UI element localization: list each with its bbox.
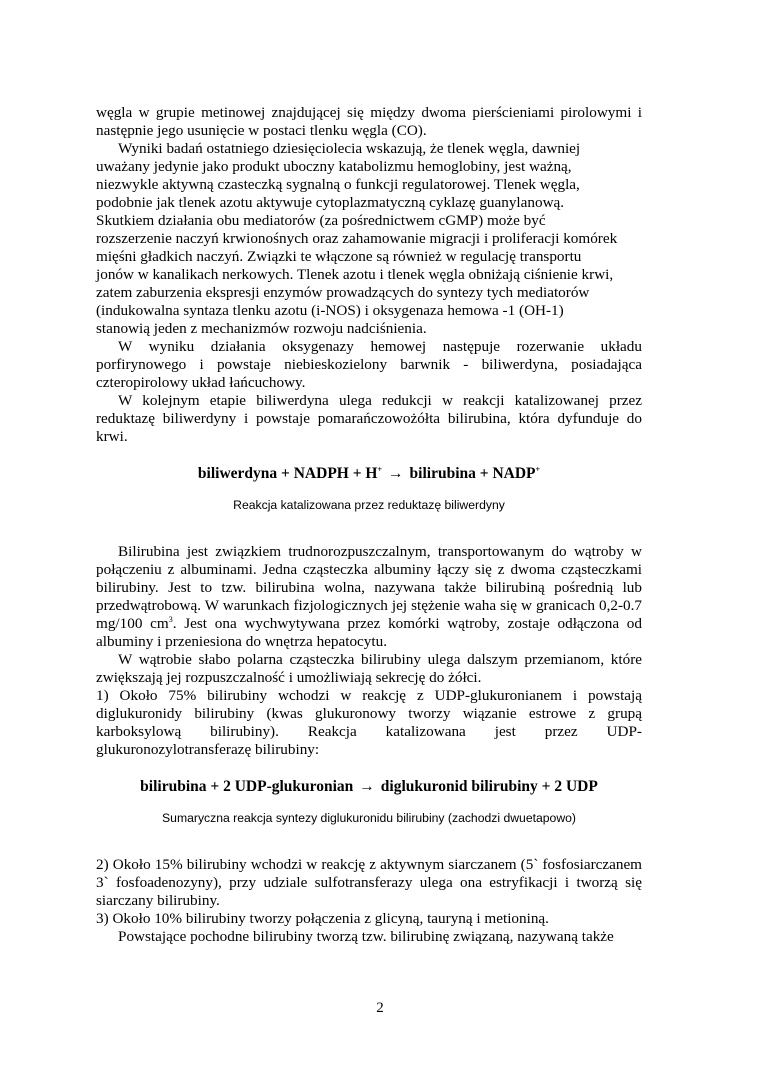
superscript-3: 3 (168, 614, 173, 624)
text-line: Skutkiem działania obu mediatorów (za pośrednictwem cGMP) może być (96, 212, 546, 229)
paragraph-text: Bilirubina jest związkiem trudnorozpuszczalnym, transportowanym do wątroby w połączeniu z albuminami. Jedna cząsteczka albuminy łączy się z dwoma cząsteczkami bilirubiny. Jest to tzw. bilirubina wolna, nazywana także bilirubiną pośrednią lub przedwątrobową. W warunkach fizjologicznych jej stężenie waha się w granicach 0,2-0.7 mg/100 cm (96, 543, 642, 632)
paragraph-biliverdin-reduction: W kolejnym etapie biliwerdyna ulega redukcji w reakcji katalizowanej przez reduktazę biliwerdyny i powstaje pomarańczowożółta bilirubina, która dyfunduje do krwi. (96, 392, 642, 445)
text-line: zatem zaburzenia ekspresji enzymów prowadzących do syntezy tych mediatorów (96, 284, 590, 301)
paragraph-liver-metabolism: W wątrobie słabo polarna cząsteczka bilirubiny ulega dalszym przemianom, które zwiększają jej rozpuszczalność i umożliwiają sekrecję do żółci. (96, 651, 642, 686)
list-item-2: 2) Około 15% bilirubiny wchodzi w reakcję z aktywnym siarczanem (5` fosfosiarczanem 3` fosfoadenozyny), przy udziale sulfotransferazy ulega ona estryfikacji i tworzą się siarczany bilirubiny. (96, 856, 642, 909)
reaction-arrow-icon: → (359, 778, 375, 795)
caption-reaction-2: Sumaryczna reakcja syntezy diglukuronidu bilirubiny (zachodzi dwuetapowo) (162, 811, 576, 825)
text-line: (indukowalna syntaza tlenku azotu (i-NOS) i oksygenaza hemowa -1 (OH-1) (96, 302, 564, 319)
equation-left-sup: + (377, 464, 383, 474)
paragraph-conjugated-bilirubin: Powstające pochodne bilirubiny tworzą tzw. bilirubinę związaną, nazywaną także (118, 928, 614, 945)
equation-glucuronidation (96, 777, 642, 797)
text-line: stanowią jeden z mechanizmów rozwoju nadciśnienia. (96, 320, 427, 337)
page-number: 2 (376, 1000, 384, 1016)
list-item-1: 1) Około 75% bilirubiny wchodzi w reakcję z UDP-glukuronianem i powstają diglukuronidy bilirubiny (kwas glukuronowy tworzy wiązanie estrowe z grupą karboksylową bilirubiny). Reakcja katalizowana jest przez UDP-glukuronozylotransferazę bilirubiny: (96, 687, 642, 758)
equation-left: bilirubina + 2 UDP-glukuronian (140, 778, 354, 795)
list-item-3: 3) Około 10% bilirubiny tworzy połączenia z glicyną, tauryną i metioniną. (96, 910, 549, 927)
equation-biliverdin-reduction (96, 464, 642, 484)
text-line: uważany jedynie jako produkt uboczny katabolizmu hemoglobiny, jest ważną, (96, 158, 572, 175)
paragraph-bilirubin-transport (96, 543, 642, 651)
document-page (96, 104, 642, 946)
equation-left: biliwerdyna + NADPH + H (197, 465, 378, 482)
reaction-arrow-icon: → (388, 465, 404, 482)
text-line: mięśni gładkich naczyń. Związki te włączone są również w regulację transportu (96, 248, 582, 265)
equation-right: bilirubina + NADP (409, 465, 536, 482)
text-line: jonów w kanalikach nerkowych. Tlenek azotu i tlenek węgla obniżają ciśnienie krwi, (96, 266, 614, 283)
caption-reaction-1: Reakcja katalizowana przez reduktazę biliwerdyny (233, 498, 505, 512)
text-line: Wyniki badań ostatniego dziesięciolecia wskazują, że tlenek węgla, dawniej (118, 140, 581, 157)
paragraph-text: . Jest ona wychwytywana przez komórki wątroby, zostaje odłączona od albuminy i przeniesiona do wnętrza hepatocytu. (96, 615, 642, 650)
paragraph-research-findings (96, 140, 642, 338)
paragraph-carbon-monoxide-removal: węgla w grupie metinowej znajdującej się między dwoma pierścieniami pirolowymi i następnie jego usunięcie w postaci tlenku węgla (CO). (96, 104, 642, 139)
text-line: rozszerzenie naczyń krwionośnych oraz zahamowanie migracji i proliferacji komórek (96, 230, 618, 247)
paragraph-heme-oxygenase: W wyniku działania oksygenazy hemowej następuje rozerwanie układu porfirynowego i powstaje niebieskozielony barwnik - biliwerdyna, posiadająca czteropirolowy układ łańcuchowy. (96, 338, 642, 391)
text-line: podobnie jak tlenek azotu aktywuje cytoplazmatyczną cyklazę guanylanową. (96, 194, 565, 211)
equation-right: diglukuronid bilirubiny + 2 UDP (380, 778, 598, 795)
equation-right-sup: + (535, 464, 541, 474)
text-line: niezwykle aktywną czasteczką sygnalną o funkcji regulatorowej. Tlenek węgla, (96, 176, 580, 193)
